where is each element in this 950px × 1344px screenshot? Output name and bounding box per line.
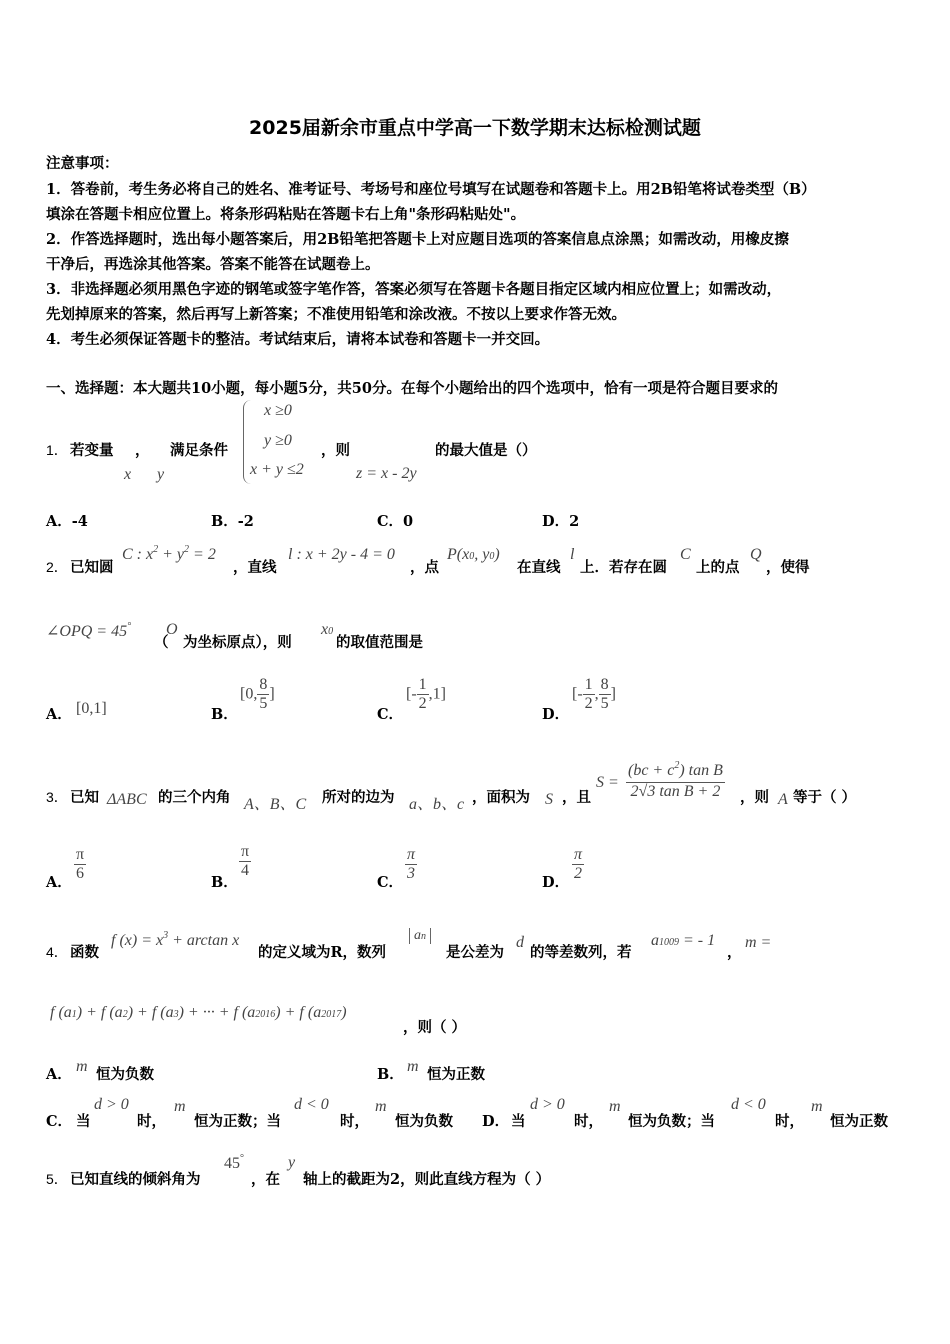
q4-cond: d > 0 [94, 1096, 129, 1113]
q4-text: 恒为负数；当 [628, 1113, 715, 1130]
q3-text: 等于（ ） [793, 789, 857, 806]
q2-var-c: C [680, 546, 691, 563]
q4-cond: d > 0 [530, 1096, 565, 1113]
q3-option-c: $\frac{\pi}{3}$ [407, 846, 416, 882]
q4-text: 时， [340, 1113, 369, 1130]
q2-text: 在直线 [517, 559, 561, 576]
notice-line: 3．非选择题必须用黑色字迹的钢笔或签字笔作答，答案必须写在答题卡各题目指定区域内相应位置上；如需改动， [46, 281, 782, 298]
q4-text: ，则（ ） [403, 1019, 467, 1036]
q3-var-s: S [545, 791, 553, 808]
q3-formula-lhs: S = [596, 774, 619, 791]
q4-text: 函数 [70, 944, 99, 961]
notice-line: 填涂在答题卡相应位置上。将条形码粘贴在答题卡右上角"条形码粘贴处"。 [46, 206, 526, 223]
q4-var-m: m [609, 1098, 621, 1115]
page-title: 2025届新余市重点中学高一下数学期末达标检测试题 [249, 117, 701, 139]
q2-text: ，点 [410, 559, 439, 576]
section-heading: 一、选择题：本大题共10小题，每小题5分，共50分。在每个小题给出的四个选项中，恰有一项是符合题目要求的 [46, 380, 778, 397]
q4-text: 的等差数列，若 [530, 944, 632, 961]
q5-text: 轴上的截距为2，则此直线方程为（ ） [303, 1171, 551, 1188]
q5-angle: 45° [224, 1153, 244, 1172]
q2-circle-eq: C : $x^2 + y^2 = 2$ [122, 544, 216, 563]
q1-option-b: B．-2 [211, 513, 254, 530]
q1-number: 1． [46, 442, 68, 458]
notice-line: 干净后，再选涂其他答案。答案不能答在试题卷上。 [46, 256, 380, 273]
q4-var-m: m [76, 1058, 88, 1075]
q4-text: 是公差为 [446, 944, 504, 961]
q1-option-c: C．0 [377, 513, 414, 530]
q3-formula-fraction: $\frac{(bc + c^2) \tan B}{\text{2√3 tan B + 2}}$ [628, 760, 723, 800]
q5-text: ，在 [251, 1171, 280, 1188]
q2-text: ，使得 [766, 559, 810, 576]
q4-text: ， [727, 944, 742, 961]
q2-text: ，直线 [233, 559, 277, 576]
notice-line: 4．考生必须保证答题卡的整洁。考试结束后，请将本试卷和答题卡一并交回。 [46, 331, 550, 348]
q4-text: 恒为正数；当 [194, 1113, 281, 1130]
q3-option-a-label: A． [46, 874, 72, 891]
q1-constraint: x ≥0 [264, 402, 292, 419]
q2-var-o: O [166, 621, 178, 638]
q4-text: 时， [775, 1113, 804, 1130]
q5-text: 已知直线的倾斜角为 [70, 1171, 201, 1188]
q2-option-b: [0, $\frac{8}{5}$ ] [240, 676, 275, 712]
q3-triangle: ΔABC [107, 791, 147, 808]
q3-text: ，且 [562, 789, 591, 806]
q2-number: 2． [46, 559, 68, 575]
q3-var-a: A [778, 791, 788, 808]
q4-cond: d < 0 [294, 1096, 329, 1113]
q2-var-x0: x0 [321, 621, 334, 638]
q1-text: ，则 [321, 442, 350, 459]
q1-constraint: y ≥0 [264, 432, 292, 449]
q1-objective: z = x - 2y [356, 465, 417, 482]
q4-function: f $(x) = x^3 + \arctan x$ [111, 930, 240, 949]
q4-sum: f (a1) + f (a2) + f (a3) + ··· + f (a2016) + f (a2017) [50, 1004, 347, 1021]
q4-option-d-label: D． [482, 1113, 510, 1130]
q2-point: P(x0, y0) [447, 546, 500, 563]
q2-option-b-label: B． [211, 706, 238, 723]
q4-var-d: d [516, 934, 524, 951]
q4-text: 恒为正数 [830, 1113, 888, 1130]
q2-option-a: [0,1] [76, 700, 107, 717]
notice-heading: 注意事项： [46, 155, 119, 172]
q4-text: 恒为负数 [395, 1113, 453, 1130]
q4-text: 的定义域为R，数列 [258, 944, 387, 961]
q2-option-c-label: C． [377, 706, 404, 723]
q4-option-c-label: C． [46, 1113, 73, 1130]
q3-option-b-label: B． [211, 874, 238, 891]
q1-option-a: A．-4 [46, 513, 88, 530]
q1-var-x: x [124, 466, 132, 483]
q4-text: 时， [574, 1113, 603, 1130]
q4-option-a-label: A． [46, 1066, 72, 1083]
q3-text: 已知 [70, 789, 99, 806]
q2-option-d: [- $\frac{1}{2}$ , $\frac{8}{5}$ ] [572, 676, 616, 712]
q1-constraint: x + y ≤2 [250, 461, 304, 478]
q4-var-m: m [174, 1098, 186, 1115]
q4-number: 4． [46, 944, 68, 960]
q3-sides: a、b、c [409, 796, 465, 813]
q4-var-m: m [811, 1098, 823, 1115]
q4-var-m: m [407, 1058, 419, 1075]
q4-option-b: 恒为正数 [427, 1066, 485, 1083]
q3-text: 所对的边为 [322, 789, 395, 806]
q5-var-y: y [288, 1154, 296, 1171]
q3-option-b: $\frac{\pi}{4}$ [241, 843, 250, 879]
q2-angle: ∠OPQ = 45° [46, 621, 132, 640]
q4-text: 当 [76, 1113, 91, 1130]
q4-m-eq: m = [745, 934, 772, 951]
q1-text: 若变量 [70, 442, 114, 459]
q2-var-l: l [570, 546, 575, 563]
q4-option-a: 恒为负数 [96, 1066, 154, 1083]
q1-text: ， [135, 442, 150, 459]
q2-option-c: [- $\frac{1}{2}$ ,1] [406, 676, 446, 712]
q3-option-d-label: D． [542, 874, 570, 891]
q1-text: 满足条件 [170, 442, 228, 459]
q4-text: 当 [511, 1113, 526, 1130]
q2-text: 上的点 [696, 559, 740, 576]
q3-number: 3． [46, 789, 68, 805]
q2-text: 的取值范围是 [336, 634, 423, 651]
q2-option-a-label: A． [46, 706, 72, 723]
q2-var-q: Q [750, 546, 762, 563]
q3-text: 的三个内角 [158, 789, 231, 806]
q1-var-y: y [157, 466, 165, 483]
q3-text: ，面积为 [472, 789, 530, 806]
q3-angles: A、B、C [244, 796, 307, 813]
notice-line: 1．答卷前，考生务必将自己的姓名、准考证号、考场号和座位号填写在试题卷和答题卡上。用2B铅笔将试卷类型（B） [46, 181, 816, 198]
q2-text: 为坐标原点），则 [183, 634, 292, 651]
q1-text: 的最大值是（） [435, 442, 537, 459]
q2-option-d-label: D． [542, 706, 570, 723]
q5-number: 5． [46, 1171, 68, 1187]
q4-a1009: a1009 = - 1 [651, 932, 716, 949]
q4-option-b-label: B． [377, 1066, 404, 1083]
q4-var-m: m [375, 1098, 387, 1115]
q2-text: （ [154, 634, 169, 651]
q4-cond: d < 0 [731, 1096, 766, 1113]
q3-option-a: $\frac{\pi}{6}$ [76, 846, 85, 882]
q2-text: 上．若存在圆 [580, 559, 667, 576]
notice-line: 先划掉原来的答案，然后再写上新答案；不准使用铅笔和涂改液。不按以上要求作答无效。 [46, 306, 626, 323]
q3-text: ，则 [740, 789, 769, 806]
q3-option-c-label: C． [377, 874, 404, 891]
q2-text: 已知圆 [70, 559, 114, 576]
q3-option-d: $\frac{\pi}{2}$ [574, 846, 583, 882]
q4-sequence: an [409, 928, 431, 944]
q2-line-eq: l : x + 2y - 4 = 0 [288, 546, 395, 563]
q4-text: 时， [137, 1113, 166, 1130]
notice-line: 2．作答选择题时，选出每小题答案后，用2B铅笔把答题卡上对应题目选项的答案信息点涂黑；如需改动，用橡皮擦 [46, 231, 789, 248]
q1-option-d: D．2 [542, 513, 580, 530]
